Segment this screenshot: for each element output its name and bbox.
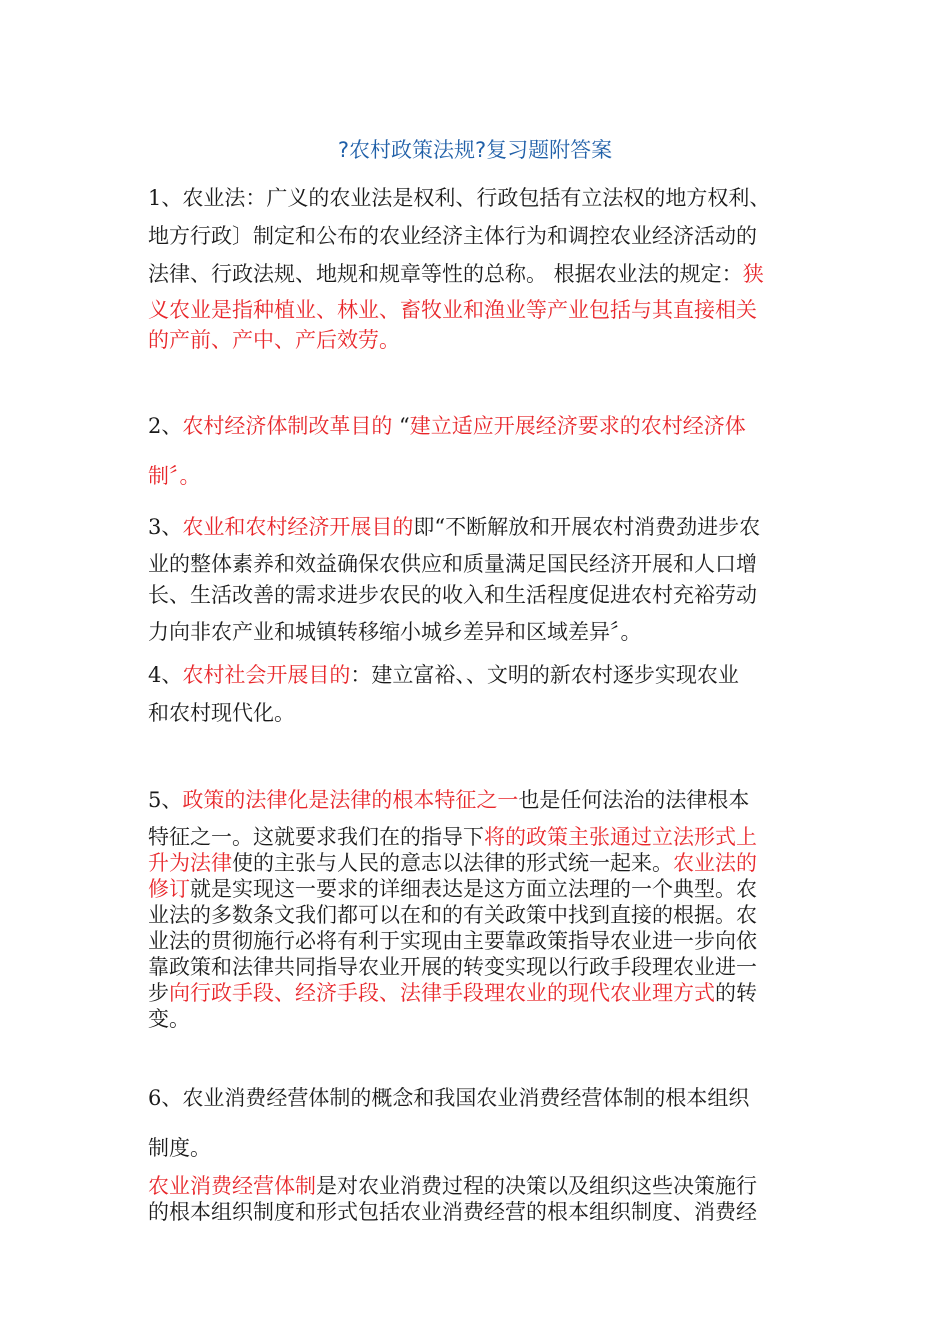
text-line: [148, 460, 201, 490]
highlighted-text: 升为法律: [148, 851, 232, 875]
text-line: 业的整体素养和效益确保农供应和质量满足国民经济开展和人口增: [148, 552, 757, 576]
text-line: [148, 410, 746, 440]
highlighted-text: 农村社会开展目的: [182, 663, 351, 687]
text-span: 也是任何法治的法律根本: [518, 788, 750, 812]
text-line: 力向非农产业和城镇转移缩小城乡差异和区域差异〞。: [148, 620, 642, 644]
page-title: ?农村政策法规?复习题附答案: [337, 138, 613, 162]
item-number: 5、: [148, 788, 183, 812]
highlighted-text: 〞。: [169, 464, 201, 488]
text-line: [148, 258, 764, 288]
text-span: “: [392, 414, 410, 438]
text-line: 长、生活改善的需求进步农民的收入和生活程度促进农村充裕劳动: [148, 583, 757, 607]
text-line: 业法的多数条文我们都可以在和的有关政策中找到直接的根据。农: [148, 903, 757, 927]
text-span: 使的主张与人民的意志以法律的形式统一起来。: [232, 851, 673, 875]
text-line: [148, 977, 757, 1007]
highlighted-text: 修订: [148, 877, 190, 901]
highlighted-text: 制: [148, 464, 169, 488]
highlighted-text: 农村经济体制改革目的: [182, 414, 393, 438]
highlighted-line: 义农业是指种植业、林业、畜牧业和渔业等产业包括与其直接相关: [148, 298, 757, 322]
text-span: ：建立富裕、、文明的新农村逐步实现农业: [350, 663, 739, 687]
text-span: 即“不断解放和开展农村消费劲进步农: [413, 515, 761, 539]
text-line: 制度。: [148, 1136, 211, 1160]
highlighted-text: 将的政策主张通过立法形式上: [484, 825, 757, 849]
text-span: 是对农业消费过程的决策以及组织这些决策施行: [316, 1174, 757, 1198]
highlighted-text: 政策的法律化是法律的根本特征之一: [182, 788, 519, 812]
item-number: 3、: [148, 515, 183, 539]
highlighted-text: 农业和农村经济开展目的: [182, 515, 414, 539]
text-line: [148, 511, 760, 541]
text-span: 特征之一。这就要求我们在的指导下: [148, 825, 484, 849]
item-number: 2、: [148, 414, 183, 438]
highlighted-text: 狭: [742, 262, 764, 286]
text-span: 步: [148, 981, 169, 1005]
text-line: [148, 659, 739, 689]
text-span: 的转: [715, 981, 757, 1005]
highlighted-text: 建立适应开展经济要求的农村经济体: [409, 414, 746, 438]
highlighted-text: 向行政手段、经济手段、法律手段理农业的现代农业理方式: [169, 981, 715, 1005]
text-span: 就是实现这一要求的详细表达是这方面立法理的一个典型。农: [190, 877, 757, 901]
text-line: 变。: [148, 1007, 190, 1031]
text-line: 和农村现代化。: [148, 701, 295, 725]
text-span: 法律、行政法规、地规和规章等性的总称。 根据农业法的规定：: [148, 262, 743, 286]
text-line: 业法的贯彻施行必将有利于实现由主要靠政策指导农业进一步向依: [148, 929, 757, 953]
text-line: 地方行政〕制定和公布的农业经济主体行为和调控农业经济活动的: [148, 224, 757, 248]
text-line: 的根本组织制度和形式包括农业消费经营的根本组织制度、消费经: [148, 1200, 757, 1224]
text-line: 6、农业消费经营体制的概念和我国农业消费经营体制的根本组织: [148, 1086, 750, 1110]
highlighted-line: 的产前、产中、产后效劳。: [148, 328, 400, 352]
item-number: 4、: [148, 663, 183, 687]
text-line: 1、农业法：广义的农业法是权利、行政包括有立法权的地方权利、: [148, 186, 771, 210]
text-line: [148, 784, 749, 814]
highlighted-text: 农业法的: [673, 851, 757, 875]
text-line: 靠政策和法律共同指导农业开展的转变实现以行政手段理农业进一: [148, 955, 757, 979]
highlighted-text: 农业消费经营体制: [148, 1174, 316, 1198]
